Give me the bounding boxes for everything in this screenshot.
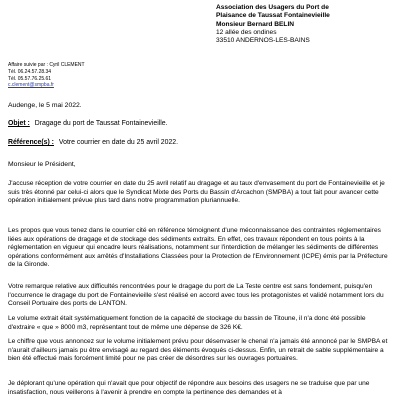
recipient-name: Monsieur Bernard BELIN bbox=[216, 20, 295, 28]
recipient-line: Association des Usagers du Port de bbox=[216, 4, 329, 11]
letter-date: Audenge, le 5 mai 2022. bbox=[8, 102, 82, 109]
object-line bbox=[8, 120, 398, 127]
recipient-address bbox=[216, 4, 396, 45]
body-paragraph: J'accuse réception de votre courrier en date du 25 avril relatif au dragage et au taux d'envasement du port de Fontainevieille et je suis très étonné par celui-ci alors que le Syndicat Mixte des Ports du Bassin d'Arcachon (SMPBA) a tout fait pour avancer cette opération initialement prévue plus tard dans notre programmation pluriannuelle. bbox=[8, 180, 385, 205]
object-label: Objet : bbox=[8, 120, 30, 127]
body-paragraph: Je déplorant qu'une opération qui n'avait que pour objectif de répondre aux besoins des usagers ne se traduise que par une insatisfaction, nous veillerons à l'avenir à prendre en compte la pertinence des demandes et à bbox=[8, 380, 370, 396]
recipient-street: 12 allée des ondines bbox=[216, 28, 277, 36]
body-paragraph: Le volume extrait était systématiquement fonction de la capacité de stockage du bassin de Titoune, il n'a donc été possible d'extraire « que » 8000 m3, représentant tout de même une dépense de 326 K€. bbox=[8, 315, 366, 331]
object-text: Dragage du port de Taussat Fontainevieille. bbox=[34, 120, 168, 127]
sender-block bbox=[8, 62, 85, 89]
reference-label: Référence(s) : bbox=[8, 139, 54, 146]
recipient-line: Plaisance de Taussat Fontainevieille bbox=[216, 12, 330, 20]
recipient-city: 33510 ANDERNOS-LES-BAINS bbox=[216, 37, 310, 45]
body-paragraph: Le chiffre que vous annoncez sur le volume initialement prévu pour désenvaser le chenal n'a jamais été annoncé par le SMPBA et n'aurait d'ailleurs jamais pu être envisagé au regard des éléments évoqués ci-dessus. Enfin, un retrait de sable supplémentaire a bien été effectué mais forcément limité pour ne pas créer de désordres sur les ouvrages portuaires. bbox=[8, 338, 388, 363]
sender-email-link[interactable]: c.clement@smpba.fr bbox=[8, 82, 54, 89]
body-paragraph: Les propos que vous tenez dans le courrier cité en référence témoignent d'une méconnaissance des contraintes réglementaires liées aux opérations de dragage et de stockage des sédiments extraits. En effet, ces travaux répondent en tous points à la réglementation en vigueur qui encadre leurs réalisations, notamment sur l'interdiction de mélanger les sédiments de différentes opérations conformément aux arrêtés d'Installations Classées pour la Protection de l'Environnement (ICPE) émis par la Préfecture de la Gironde. bbox=[8, 227, 388, 269]
reference-line bbox=[8, 139, 398, 146]
body-paragraph: Votre remarque relative aux difficultés rencontrées pour le dragage du port de La Teste centre est sans fondement, puisqu'en l'occurrence le dragage du port de Fontainevieille s'est réalisé en accord avec tous les protagonistes et validé notamment lors du Conseil Portuaire des ports de LANTON. bbox=[8, 283, 384, 308]
sender-phone: Tél. 06.24.57.28.34 bbox=[8, 68, 52, 75]
reference-text: Votre courrier en date du 25 avril 2022. bbox=[58, 139, 179, 146]
sender-contact: Affaire suivie par : Cyril CLEMENT bbox=[8, 62, 85, 68]
salutation: Monsieur le Président, bbox=[8, 161, 76, 168]
sender-phone-2: Tél. 05.57.76.25.61 bbox=[8, 75, 52, 82]
